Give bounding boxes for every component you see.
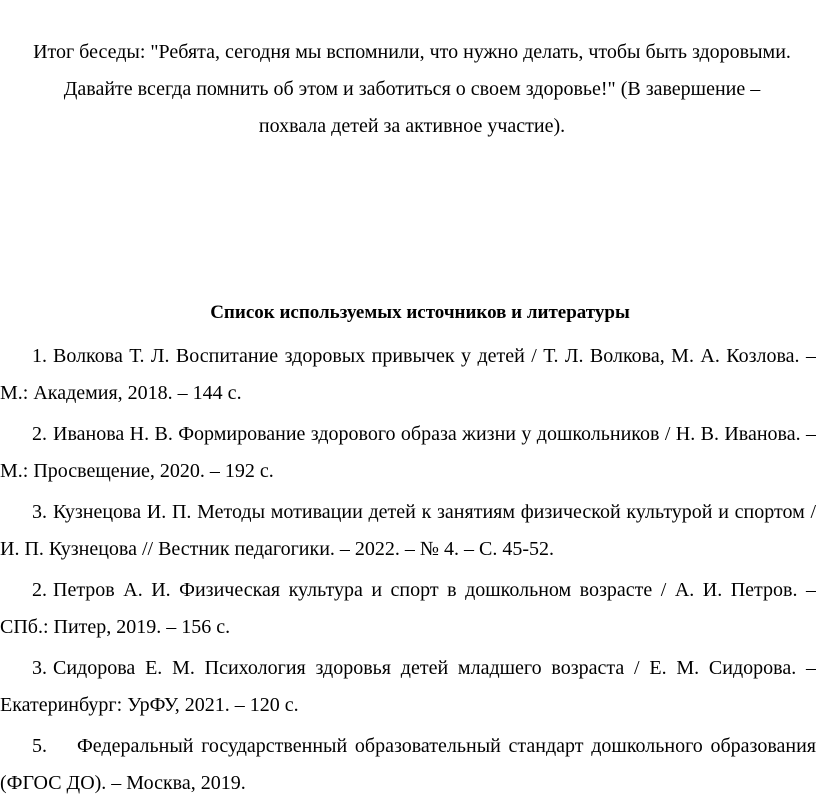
reference-number: 5. (32, 735, 47, 757)
conclusion-paragraph: Итог беседы: "Ребята, сегодня мы вспомнили, что нужно делать, чтобы быть здоровыми. Давайте всегда помнить об этом и заботиться о своем здоровье!" (В завершение – похвала детей за активное участие). (33, 41, 791, 137)
reference-text: Сидорова Е. М. Психология здоровья детей младшего возраста / Е. М. Сидорова. – Екатеринбург: УрФУ, 2021. – 120 с. (0, 657, 816, 716)
reference-item (0, 338, 816, 412)
reference-number: 3. (32, 657, 47, 679)
references-list (0, 338, 816, 806)
reference-text: Петров А. И. Физическая культура и спорт в дошкольном возрасте / А. И. Петров. – СПб.: Питер, 2019. – 156 с. (0, 579, 816, 638)
reference-text: Иванова Н. В. Формирование здорового образа жизни у дошкольников / Н. В. Иванова. – М.: Просвещение, 2020. – 192 с. (0, 423, 816, 482)
reference-item (0, 650, 816, 724)
reference-text: Федеральный государственный образовательный стандарт дошкольного образования (ФГОС ДО). – Москва, 2019. (0, 735, 816, 794)
reference-item (0, 728, 816, 802)
reference-text: Кузнецова И. П. Методы мотивации детей к занятиям физической культурой и спортом / И. П. Кузнецова // Вестник педагогики. – 2022. – № 4. – С. 45-52. (0, 501, 816, 560)
reference-number: 3. (32, 501, 47, 523)
reference-number: 2. (32, 423, 47, 445)
reference-number: 2. (32, 579, 47, 601)
reference-number: 1. (32, 345, 47, 367)
reference-item (0, 494, 816, 568)
reference-text: Волкова Т. Л. Воспитание здоровых привычек у детей / Т. Л. Волкова, М. А. Козлова. – М.: Академия, 2018. – 144 с. (0, 345, 816, 404)
reference-item (0, 416, 816, 490)
references-heading: Список используемых источников и литературы (210, 302, 630, 323)
reference-item (0, 572, 816, 646)
